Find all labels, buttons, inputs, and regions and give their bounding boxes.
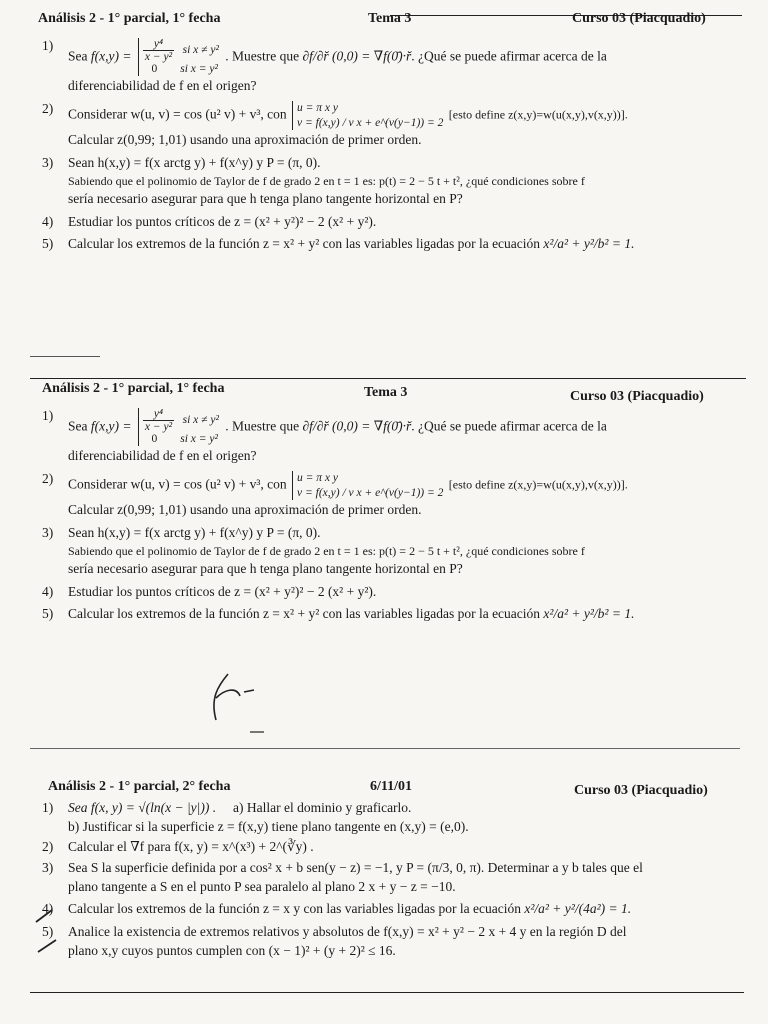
value: 0: [151, 63, 158, 76]
exam-header: [30, 380, 742, 404]
separator: [30, 748, 740, 749]
exam-course: Curso 03 (Piacquadio): [570, 389, 704, 404]
problem-text: . ¿Qué se puede afirmar acerca de la: [411, 418, 607, 434]
problem-text: a) Hallar el dominio y graficarlo.: [233, 800, 412, 815]
exam-title: Análisis 2 - 1° parcial, 2° fecha: [48, 779, 231, 794]
fraction: [143, 408, 174, 433]
piecewise-function: [138, 38, 219, 76]
problem-number: 5): [42, 606, 54, 622]
exam-tema: Tema 3: [364, 385, 408, 400]
problem-text: diferenciabilidad de f en el origen?: [68, 448, 257, 464]
exam-tema: Tema 3: [368, 11, 412, 26]
problem-text: Calcular los extremos de la función z = x² + y² con las variables ligadas por la ecuación: [68, 236, 541, 252]
condition: si x ≠ y²: [182, 414, 219, 427]
problem-text: Calcular z(0,99; 1,01) usando una aproximación de primer orden.: [68, 501, 422, 517]
problem-1: [30, 38, 742, 95]
problem-text: . Muestre que: [225, 418, 300, 434]
problem-2: [30, 839, 742, 856]
problem-2: [30, 101, 742, 149]
problem-text: Sean h(x,y) = f(x arctg y) + f(x^y) y P = (π, 0).: [68, 154, 321, 170]
equation: ∂f/∂r̆ (0,0) = ∇f(0̄)·r̆: [302, 418, 412, 434]
exam-header: [30, 778, 742, 798]
problem-4: [30, 214, 742, 231]
problem-text: b) Justificar si la superficie z = f(x,y) tiene plano tangente en (x,y) = (e,0).: [68, 818, 469, 834]
equation: v = f(x,y) / v x + e^(v(y−1)) = 2: [297, 486, 444, 499]
problem-text: [esto define z(x,y)=w(u(x,y),v(x,y))].: [448, 477, 628, 492]
exam-3: [30, 778, 742, 960]
problem-text: Sea: [68, 418, 88, 434]
problem-1: [30, 800, 742, 836]
problem-text: Calcular z(0,99; 1,01) usando una aproximación de primer orden.: [68, 131, 422, 147]
problem-text: diferenciabilidad de f en el origen?: [68, 78, 257, 94]
equation-system: [292, 101, 443, 130]
condition: si x ≠ y²: [182, 44, 219, 57]
problem-number: 4): [42, 901, 54, 917]
problem-text: Sea S la superficie definida por a cos² x + b sen(y − z) = −1, y P = (π/3, 0, π). Determinar a y b tales que el: [68, 859, 643, 875]
problem-text: Sabiendo que el polinomio de Taylor de f de grado 2 en t = 1 es: p(t) = 2 − 5 t + t², ¿qué condiciones sobre f: [68, 173, 585, 188]
condition: si x = y²: [180, 433, 218, 446]
separator: [30, 356, 100, 357]
equation: x²/a² + y²/(4a²) = 1.: [524, 901, 632, 917]
problem-text: Sea f(x, y) = √(ln(x − |y|)) .: [68, 800, 217, 815]
problem-text: [esto define z(x,y)=w(u(x,y),v(x,y))].: [448, 107, 628, 122]
equation: u = π x y: [297, 102, 339, 115]
problem-4: [30, 584, 742, 601]
exam-2: [30, 380, 742, 623]
problem-1: [30, 408, 742, 465]
problem-number: 2): [42, 101, 54, 117]
denominator: x − y²: [144, 51, 173, 64]
problem-text: Estudiar los puntos críticos de z = (x² + y²)² − 2 (x² + y²).: [68, 213, 377, 229]
function-name: f(x,y) =: [90, 48, 132, 64]
handwritten-scribble: [200, 668, 270, 740]
problem-text: . ¿Qué se puede afirmar acerca de la: [411, 48, 607, 64]
problem-number: 2): [42, 471, 54, 487]
function-name: f(x,y) =: [90, 418, 132, 434]
bottom-rule: [30, 992, 744, 993]
denominator: x − y²: [144, 421, 173, 434]
problem-text: sería necesario asegurar para que h tenga plano tangente horizontal en P?: [68, 560, 463, 576]
problem-4: [30, 901, 742, 918]
problem-number: 1): [42, 38, 54, 53]
equation: v = f(x,y) / v x + e^(v(y−1)) = 2: [297, 116, 444, 129]
problem-3: [30, 155, 742, 208]
exam-title: Análisis 2 - 1° parcial, 1° fecha: [42, 381, 225, 396]
problem-text: . Muestre que: [225, 48, 300, 64]
equation: u = π x y: [297, 472, 339, 485]
equation-system: [292, 471, 443, 500]
problem-text: Sea: [68, 48, 88, 64]
problem-text: Calcular los extremos de la función z = x² + y² con las variables ligadas por la ecuación: [68, 606, 541, 622]
equation: x²/a² + y²/b² = 1.: [543, 606, 635, 622]
exam-date: 6/11/01: [370, 779, 413, 794]
problem-number: 5): [42, 236, 54, 252]
problem-text: Sean h(x,y) = f(x arctg y) + f(x^y) y P = (π, 0).: [68, 524, 321, 540]
fraction: [143, 38, 174, 63]
exam-1: [30, 10, 742, 253]
problem-text: sería necesario asegurar para que h tenga plano tangente horizontal en P?: [68, 190, 463, 206]
piecewise-function: [138, 408, 219, 446]
problem-text: Calcular el ∇f para f(x, y) = x^(x³) + 2^(∛y) .: [68, 838, 314, 854]
problem-2: [30, 471, 742, 519]
handwritten-marks: [30, 906, 70, 966]
problem-text: Sabiendo que el polinomio de Taylor de f de grado 2 en t = 1 es: p(t) = 2 − 5 t + t², ¿qué condiciones sobre f: [68, 543, 585, 558]
problem-number: 3): [42, 154, 54, 170]
problem-number: 3): [42, 859, 54, 875]
problem-5: [30, 606, 742, 623]
problem-text: plano x,y cuyos puntos cumplen con (x − 1)² + (y + 2)² ≤ 16.: [68, 943, 396, 959]
problem-number: 3): [42, 524, 54, 540]
problem-number: 1): [42, 800, 54, 815]
equation: x²/a² + y²/b² = 1.: [543, 236, 635, 252]
problem-text: Estudiar los puntos críticos de z = (x² + y²)² − 2 (x² + y²).: [68, 583, 377, 599]
problem-text: plano tangente a S en el punto P sea paralelo al plano 2 x + y − z = −10.: [68, 878, 456, 894]
equation: ∂f/∂r̆ (0,0) = ∇f(0̄)·r̆: [302, 48, 412, 64]
section-rule: [30, 378, 746, 379]
problem-number: 4): [42, 213, 54, 229]
exam-course: Curso 03 (Piacquadio): [572, 11, 706, 26]
problem-number: 5): [42, 924, 54, 940]
numerator: y⁴: [143, 38, 174, 51]
numerator: y⁴: [143, 408, 174, 421]
exam-header: [30, 10, 742, 30]
problem-3: [30, 860, 742, 896]
problem-text: Considerar w(u, v) = cos (u² v) + v³, con: [68, 476, 287, 492]
problem-text: Considerar w(u, v) = cos (u² v) + v³, con: [68, 106, 287, 122]
condition: si x = y²: [180, 63, 218, 76]
problem-3: [30, 525, 742, 578]
problem-text: Analice la existencia de extremos relativos y absolutos de f(x,y) = x² + y² − 2 x + 4 y en la región D del: [68, 924, 627, 940]
exam-title: Análisis 2 - 1° parcial, 1° fecha: [38, 11, 221, 26]
exam-course: Curso 03 (Piacquadio): [574, 783, 708, 798]
problem-number: 1): [42, 408, 54, 423]
problem-5: [30, 236, 742, 253]
problem-text: Calcular los extremos de la función z = x y con las variables ligadas por la ecuación: [68, 901, 521, 917]
problem-5: [30, 924, 742, 960]
problem-number: 2): [42, 838, 54, 854]
value: 0: [151, 433, 158, 446]
problem-number: 4): [42, 583, 54, 599]
